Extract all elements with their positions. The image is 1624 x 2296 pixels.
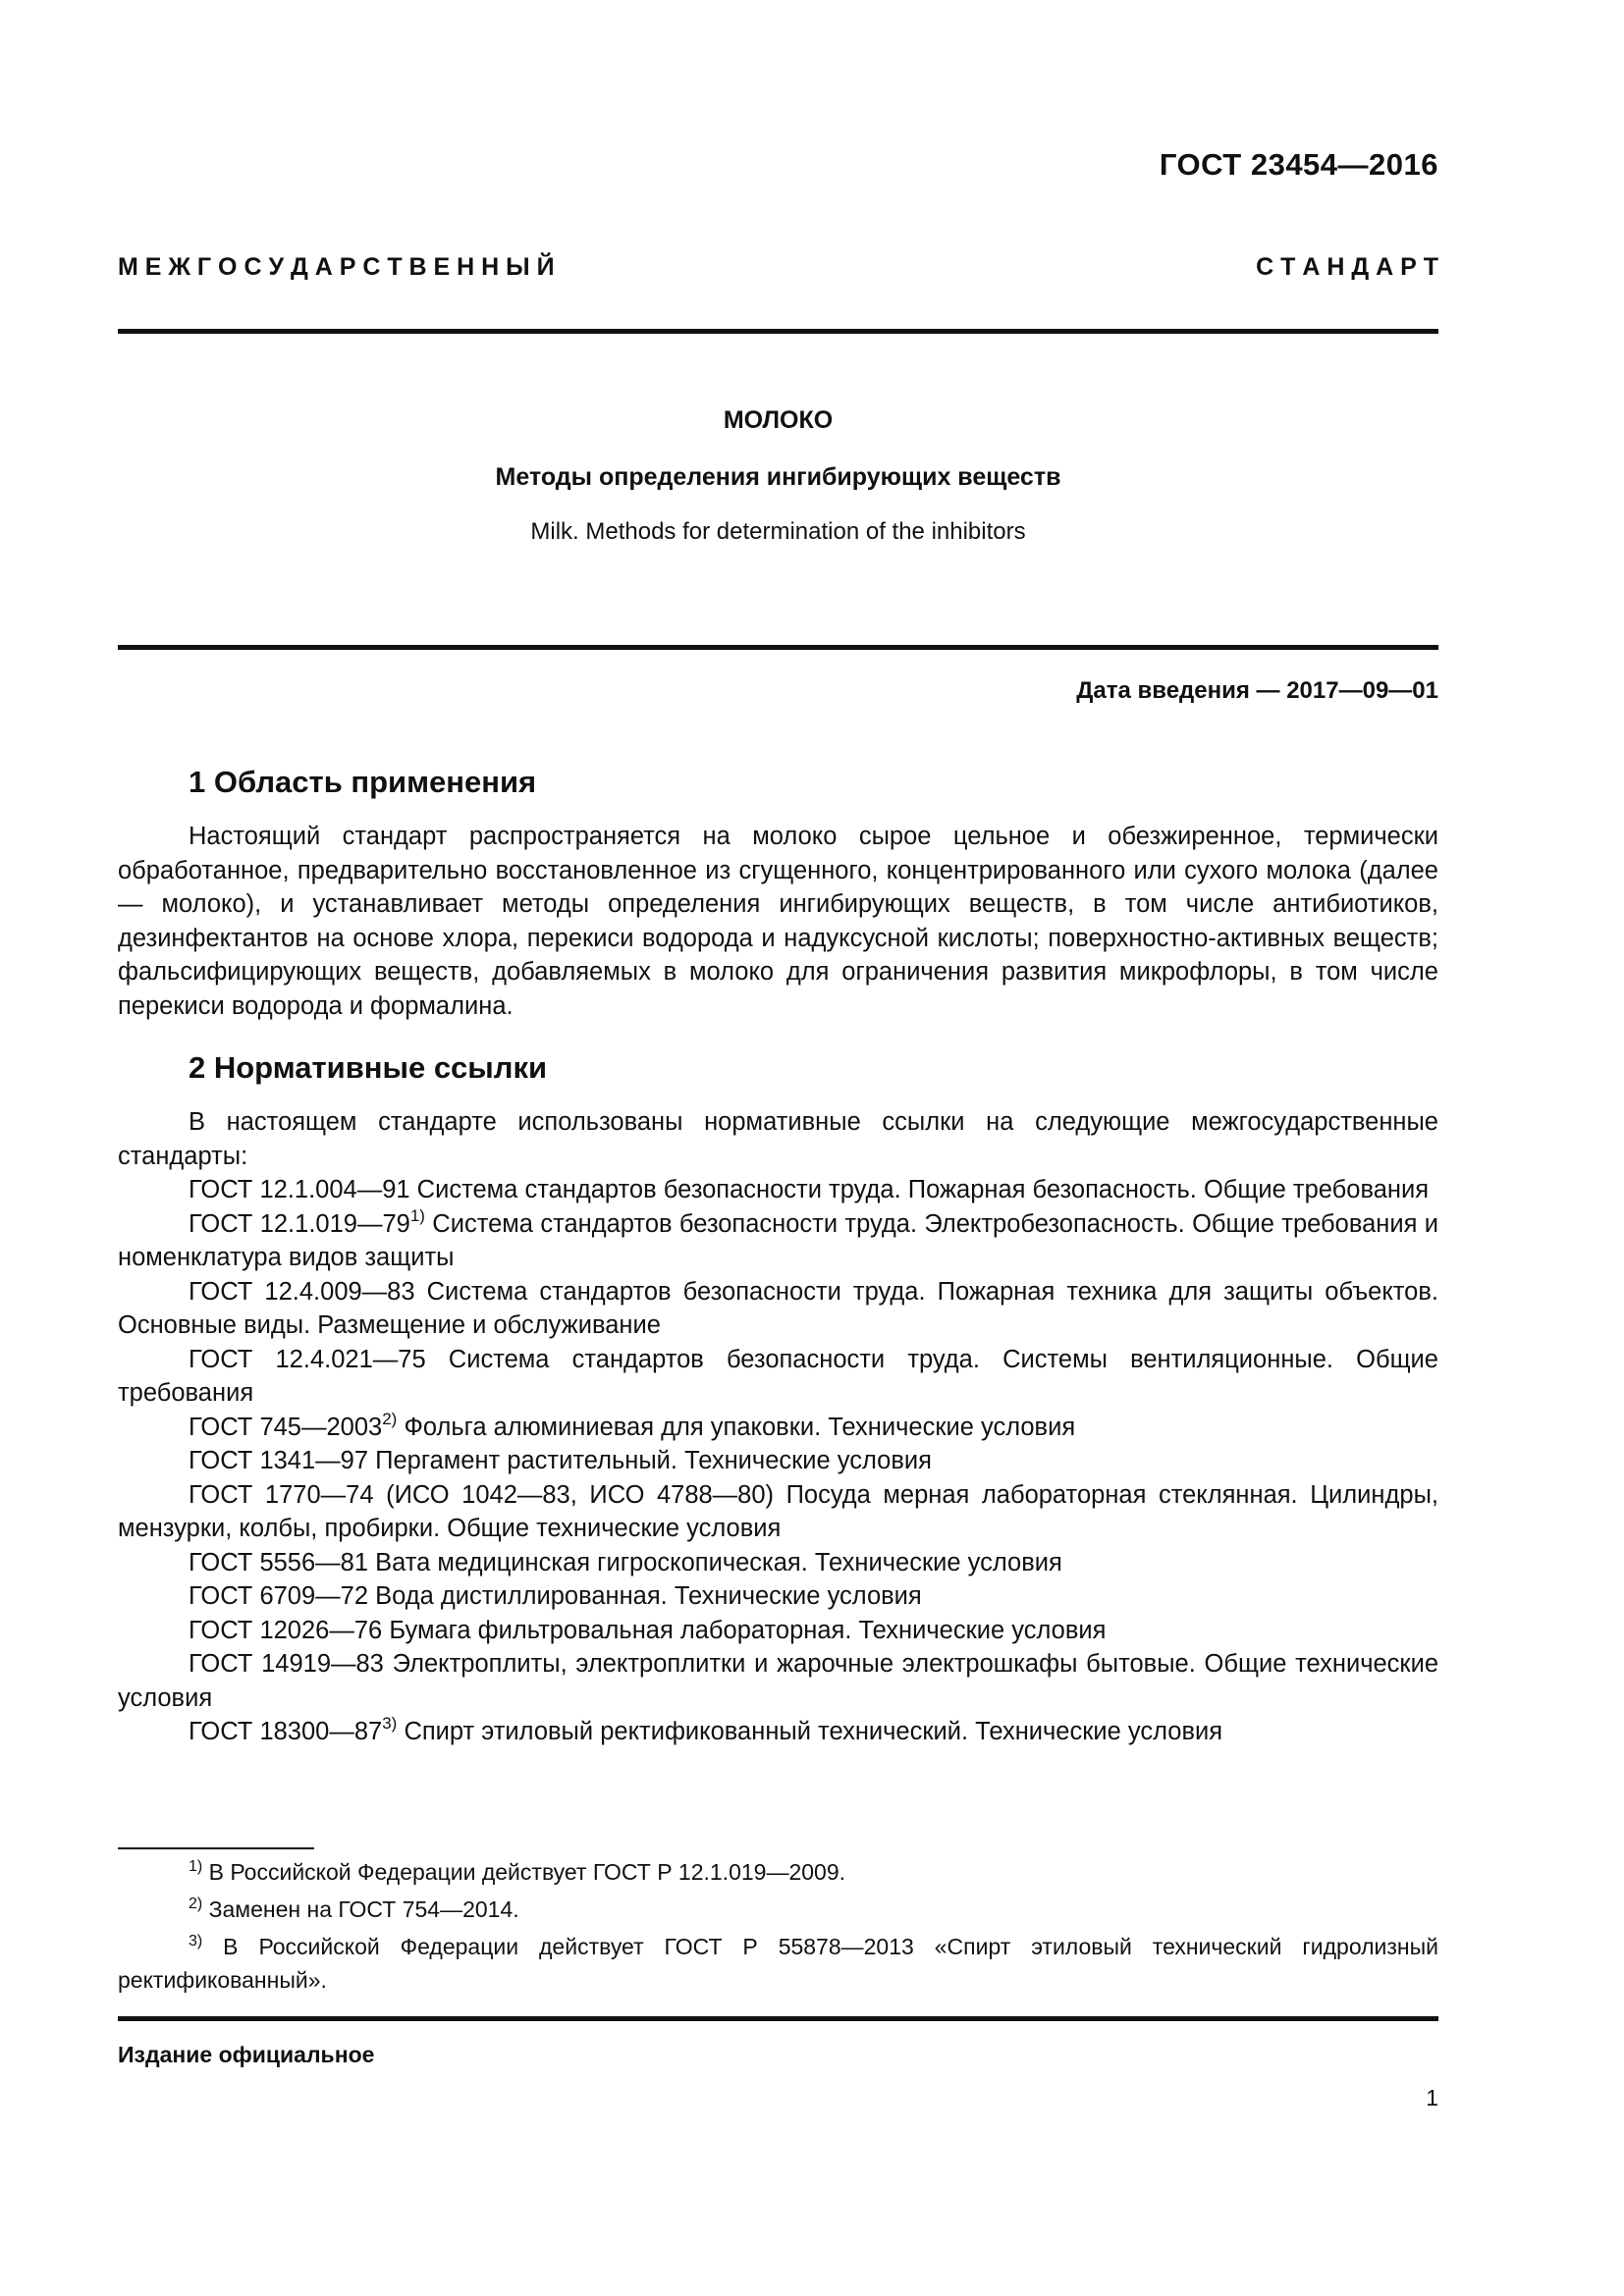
footnote-separator	[118, 1847, 314, 1849]
standard-type-word-2: С Т А Н Д А Р Т	[1256, 253, 1438, 281]
section-2-heading: 2 Нормативные ссылки	[189, 1050, 548, 1085]
title-rule	[118, 645, 1438, 650]
footnote-mark: 1)	[409, 1205, 425, 1225]
standard-type-banner	[118, 253, 1438, 282]
reference-item: ГОСТ 1341—97 Пергамент растительный. Технические условия	[189, 1447, 932, 1474]
reference-item: ГОСТ 12.1.004—91 Система стандартов безопасности труда. Пожарная безопасность. Общие требования	[189, 1176, 1430, 1203]
footnote-mark: 3)	[382, 1714, 398, 1733]
section-1-text: Настоящий стандарт распространяется на молоко сырое цельное и обезжиренное, термически обработанное, предварительно восстановленное из сгущенного, концентрированного или сухого молока (далее — молоко), и устанавливает методы определения ингибирующих веществ, в том числе антибиотиков, дезинфектантов на основе хлора, перекиси водорода и надуксусной кислоты; поверхностно-активных веществ; фальсифицирующих веществ, добавляемых в молоко для ограничения развития микрофлоры, в том числе перекиси водорода и формалина.	[118, 823, 1438, 1020]
standard-type-word-1: М Е Ж Г О С У Д А Р С Т В Е Н Н Ы Й	[118, 253, 555, 281]
document-title: МОЛОКО	[723, 406, 834, 434]
reference-item: ГОСТ 12.1.019—79$^{1)}$ Система стандартов безопасности труда. Электробезопасность. Общие требования и номенклатура видов защиты	[118, 1205, 1438, 1271]
introduction-date: Дата введения — 2017—09—01	[1076, 677, 1438, 704]
reference-item: ГОСТ 12.4.021—75 Система стандартов безопасности труда. Системы вентиляционные. Общие требования	[118, 1345, 1438, 1407]
document-title-english: Milk. Methods for determination of the inhibitors	[530, 518, 1026, 545]
footnote-item: $^{1)}$ В Российской Федерации действует ГОСТ Р 12.1.019—2009.	[189, 1858, 846, 1885]
footnote-item: $^{2)}$ Заменен на ГОСТ 754—2014.	[189, 1896, 519, 1922]
document-number: ГОСТ 23454—2016	[1159, 147, 1438, 182]
document-body	[118, 761, 1438, 1749]
footnote-mark: 2)	[382, 1409, 398, 1428]
reference-item: ГОСТ 6709—72 Вода дистиллированная. Технические условия	[189, 1582, 922, 1610]
section-2-intro: В настоящем стандарте использованы нормативные ссылки на следующие межгосударственные стандарты:	[118, 1108, 1438, 1170]
official-edition-label: Издание официальное	[118, 2042, 375, 2067]
reference-item: ГОСТ 18300—87$^{3)}$ Спирт этиловый ректификованный технический. Технические условия	[189, 1714, 1223, 1745]
reference-item: ГОСТ 5556—81 Вата медицинская гигроскопическая. Технические условия	[189, 1548, 1062, 1576]
reference-item: ГОСТ 12.4.009—83 Система стандартов безопасности труда. Пожарная техника для защиты объектов. Основные виды. Размещение и обслуживание	[118, 1277, 1438, 1339]
footnote-item: $^{3)}$ В Российской Федерации действует ГОСТ Р 55878—2013 «Спирт этиловый технический гидролизный ректификованный».	[118, 1933, 1438, 1993]
normative-references-list	[118, 1173, 1438, 1749]
reference-item: ГОСТ 1770—74 (ИСО 1042—83, ИСО 4788—80) Посуда мерная лабораторная стеклянная. Цилиндры, мензурки, колбы, пробирки. Общие технические условия	[118, 1480, 1438, 1542]
document-subtitle: Методы определения ингибирующих веществ	[495, 463, 1061, 491]
footnotes	[118, 1855, 1438, 2001]
reference-item: ГОСТ 14919—83 Электроплиты, электроплитки и жарочные электрошкафы бытовые. Общие технические условия	[118, 1650, 1438, 1712]
header-rule	[118, 329, 1438, 334]
section-1-heading: 1 Область применения	[189, 765, 537, 799]
footer-rule	[118, 2016, 1438, 2021]
page-number: 1	[1426, 2085, 1438, 2110]
reference-item: ГОСТ 12026—76 Бумага фильтровальная лабораторная. Технические условия	[189, 1616, 1107, 1644]
reference-item: ГОСТ 745—2003$^{2)}$ Фольга алюминиевая для упаковки. Технические условия	[189, 1409, 1076, 1441]
